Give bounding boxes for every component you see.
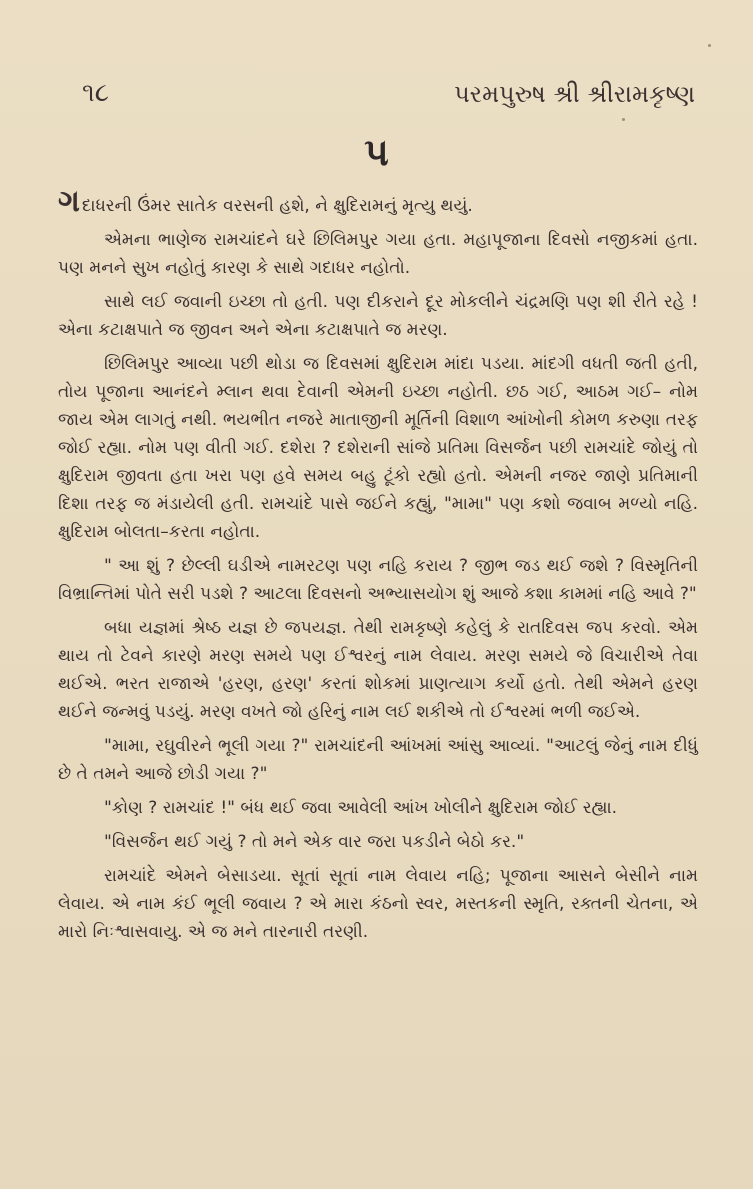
paragraph-3: સાથે લઈ જવાની ઇચ્છા તો હતી. પણ દીકરાને દૂર મોકલીને ચંદ્રમણિ પણ શી રીતે રહે ! એના કટાક્ષપાતે જ જીવન અને એના કટાક્ષપાતે જ મરણ.	[58, 292, 698, 340]
paragraph-5: " આ શું ? છેલ્લી ઘડીએ નામરટણ પણ નહિ કરાય ? જીભ જડ થઈ જશે ? વિસ્મૃતિની વિભ્રાન્તિમાં પોતે સરી પડશે ? આટલા દિવસનો અભ્યાસયોગ શું આજે કશા કામમાં નહિ આવે ?"	[58, 556, 698, 604]
paragraph-text: દાધરની ઉંમર સાતેક વરસની હશે, ને ક્ષુદિરામનું મૃત્યુ થયું.	[81, 196, 473, 216]
paragraph-10: રામચાંદે એમને બેસાડયા. સૂતાં સૂતાં નામ લેવાય નહિ; પૂજાના આસને બેસીને નામ લેવાય. એ નામ કંઈ ભૂલી જવાય ? એ મારા કંઠનો સ્વર, મસ્તકની સ્મૃતિ, રક્તની ચેતના, એ મારો નિઃશ્વાસવાયુ. એ જ મને તારનારી તરણી.	[58, 866, 698, 942]
paragraph-9: "વિસર્જન થઈ ગયું ? તો મને એક વાર જરા પકડીને બેઠો કર."	[104, 832, 525, 852]
body-text	[58, 184, 698, 952]
paragraph-8: "કોણ ? રામચાંદ !" બંધ થઈ જવા આવેલી આંખ ખોલીને ક્ષુદિરામ જોઈ રહ્યા.	[104, 798, 618, 818]
page-header	[0, 70, 753, 110]
running-title: પરમપુરુષ શ્રી શ્રીરામકૃષ્ણ	[454, 80, 695, 108]
drop-cap: ગ	[58, 184, 80, 219]
chapter-number: પ	[364, 130, 389, 174]
paper-spot	[622, 118, 625, 121]
paragraph-2: એમના ભાણેજ રામચાંદને ઘરે છિલિમપુર ગયા હતા. મહાપૂજાના દિવસો નજીકમાં હતા. પણ મનને સુખ નહોતું કારણ કે સાથે ગદાધર નહોતો.	[58, 230, 698, 278]
paragraph-6: બધા યજ્ઞમાં શ્રેષ્ઠ યજ્ઞ છે જપયજ્ઞ. તેથી રામકૃષ્ણે કહેલું કે રાતદિવસ જપ કરવો. એમ થાય તો ટેવને કારણે મરણ સમયે પણ ઈશ્વરનું નામ લેવાય. મરણ સમયે જે વિચારીએ તેવા થઈએ. ભરત રાજાએ 'હરણ, હરણ' કરતાં શોકમાં પ્રાણત્યાગ કર્યો હતો. તેથી એમને હરણ થઈને જન્મવું પડયું. મરણ વખતે જો હરિનું નામ લઈ શકીએ તો ઈશ્વરમાં ભળી જઈએ.	[58, 618, 698, 722]
paper-spot	[708, 44, 711, 47]
page-number: ૧૮	[82, 78, 110, 108]
paragraph-4: છિલિમપુર આવ્યા પછી થોડા જ દિવસમાં ક્ષુદિરામ માંદા પડયા. માંદગી વધતી જતી હતી, તોય પૂજાના આનંદને મ્લાન થવા દેવાની એમની ઇચ્છા નહોતી. છઠ ગઈ, આઠમ ગઈ– નોમ જાય એમ લાગતું નથી. ભયભીત નજરે માતાજીની મૂર્તિની વિશાળ આંખોની કોમળ કરુણા તરફ જોઈ રહ્યા. નોમ પણ વીતી ગઈ. દશેરા ? દશેરાની સાંજે પ્રતિમા વિસર્જન પછી રામચાંદે જોયું તો ક્ષુદિરામ જીવતા હતા ખરા પણ હવે સમય બહુ ટૂંકો રહ્યો હતો. એમની નજર જાણે પ્રતિમાની દિશા તરફ જ મંડાયેલી હતી. રામચાંદે પાસે જઈને કહ્યું, "મામા" પણ કશો જવાબ મળ્યો નહિ. ક્ષુદિરામ બોલતા–કરતા નહોતા.	[58, 354, 698, 542]
paragraph-7: "મામા, રઘુવીરને ભૂલી ગયા ?" રામચાંદની આંખમાં આંસુ આવ્યાં. "આટલું જેનું નામ દીધું છે તે તમને આજે છોડી ગયા ?"	[58, 736, 698, 784]
paragraph-1	[58, 184, 698, 220]
